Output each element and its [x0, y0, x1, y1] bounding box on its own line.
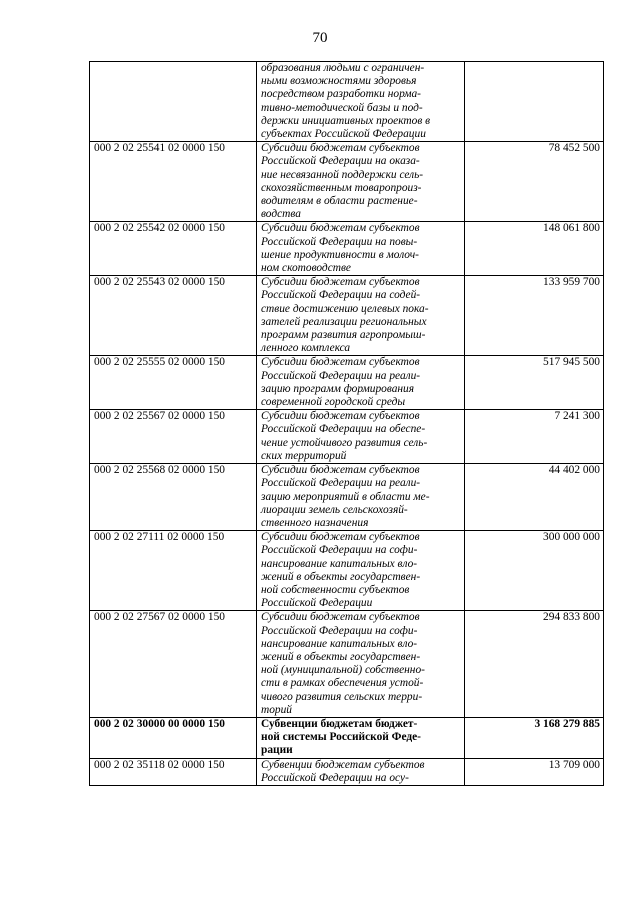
table-row: [90, 531, 604, 611]
amount-cell: 78 452 500: [465, 142, 604, 222]
revenue-name-line: ной (муниципальной) собственно-: [261, 664, 425, 677]
budget-table: [89, 61, 604, 786]
revenue-name-line: ствие достижению целевых пока-: [261, 302, 429, 315]
revenue-name-cell: [257, 717, 465, 758]
table-row: [90, 410, 604, 464]
table-row: [90, 356, 604, 410]
table-row: [90, 758, 604, 785]
revenue-name-line: Субсидии бюджетам субъектов: [261, 222, 420, 235]
revenue-name-line: лиорации земель сельскохозяй-: [261, 503, 408, 516]
revenue-name-line: посредством разработки норма-: [261, 88, 421, 101]
revenue-name-line: рации: [261, 744, 293, 757]
revenue-name-line: торий: [261, 703, 293, 716]
revenue-name-line: Российской Федерации на софи-: [261, 544, 418, 557]
revenue-name-line: скохозяйственным товаропроиз-: [261, 181, 422, 194]
revenue-name-line: Российской Федерации на обеспе-: [261, 423, 426, 436]
amount-cell: 44 402 000: [465, 464, 604, 531]
amount-cell: 294 833 800: [465, 611, 604, 718]
table-row: [90, 222, 604, 276]
revenue-name-line: Российской Федерации на содей-: [261, 289, 421, 302]
revenue-name-line: Российской Федерации на реали-: [261, 369, 421, 382]
revenue-name-line: Субсидии бюджетам субъектов: [261, 356, 420, 369]
revenue-name-line: Российской Федерации на реали-: [261, 477, 421, 490]
amount-cell: 133 959 700: [465, 276, 604, 356]
amount-cell: 300 000 000: [465, 531, 604, 611]
revenue-name-cell: [257, 464, 465, 531]
budget-code-cell: [90, 62, 257, 142]
revenue-name-line: жений в объекты государствен-: [261, 650, 421, 663]
revenue-name-line: ными возможностями здоровья: [261, 75, 417, 88]
budget-code-cell: 000 2 02 25541 02 0000 150: [90, 142, 257, 222]
revenue-name-line: ной собственности субъектов: [261, 583, 410, 596]
amount-cell: 517 945 500: [465, 356, 604, 410]
revenue-name-line: ственного назначения: [261, 516, 369, 529]
revenue-name-line: Российской Федерации на оказа-: [261, 155, 420, 168]
budget-code-cell: 000 2 02 35118 02 0000 150: [90, 758, 257, 785]
amount-cell: 7 241 300: [465, 410, 604, 464]
revenue-name-line: жений в объекты государствен-: [261, 570, 421, 583]
amount-cell: 13 709 000: [465, 758, 604, 785]
amount-cell: 3 168 279 885: [465, 717, 604, 758]
revenue-name-line: образования людьми с ограничен-: [261, 62, 425, 74]
budget-code-cell: 000 2 02 25543 02 0000 150: [90, 276, 257, 356]
revenue-name-line: Субсидии бюджетам субъектов: [261, 276, 420, 289]
revenue-name-cell: [257, 276, 465, 356]
revenue-name-line: тивно-методической базы и под-: [261, 101, 423, 114]
revenue-name-line: Субсидии бюджетам субъектов: [261, 531, 420, 544]
revenue-name-line: нансирование капитальных вло-: [261, 637, 418, 650]
revenue-name-cell: [257, 611, 465, 718]
budget-code-cell: 000 2 02 27567 02 0000 150: [90, 611, 257, 718]
revenue-name-line: водства: [261, 208, 301, 221]
revenue-name-cell: [257, 62, 465, 142]
revenue-name-line: шение продуктивности в молоч-: [261, 248, 419, 261]
revenue-name-cell: [257, 410, 465, 464]
revenue-name-line: чение устойчивого развития сель-: [261, 436, 428, 449]
budget-code-cell: 000 2 02 25568 02 0000 150: [90, 464, 257, 531]
revenue-name-line: сти в рамках обеспечения устой-: [261, 677, 424, 690]
budget-code-cell: 000 2 02 25555 02 0000 150: [90, 356, 257, 410]
revenue-name-line: Субвенции бюджетам бюджет-: [261, 717, 418, 730]
revenue-name-cell: [257, 142, 465, 222]
revenue-name-line: Субсидии бюджетам субъектов: [261, 464, 420, 477]
table-row: [90, 142, 604, 222]
budget-code-cell: 000 2 02 27111 02 0000 150: [90, 531, 257, 611]
budget-table-body: [90, 62, 604, 786]
budget-code-cell: 000 2 02 30000 00 0000 150: [90, 717, 257, 758]
revenue-name-line: ских территорий: [261, 449, 347, 462]
revenue-name-cell: [257, 356, 465, 410]
table-row: [90, 464, 604, 531]
budget-code-cell: 000 2 02 25542 02 0000 150: [90, 222, 257, 276]
revenue-name-cell: [257, 531, 465, 611]
revenue-name-line: Российской Федерации: [261, 597, 373, 610]
revenue-name-line: зателей реализации региональных: [261, 315, 427, 328]
table-row: [90, 276, 604, 356]
revenue-name-line: Российской Федерации на осу-: [261, 771, 409, 784]
revenue-name-line: программ развития агропромыш-: [261, 329, 426, 342]
revenue-name-line: чивого развития сельских терри-: [261, 690, 423, 703]
revenue-name-line: зацию программ формирования: [261, 382, 415, 395]
budget-code-cell: 000 2 02 25567 02 0000 150: [90, 410, 257, 464]
revenue-name-line: ной системы Российской Феде-: [261, 731, 421, 744]
table-row: [90, 717, 604, 758]
revenue-name-line: держки инициативных проектов в: [261, 114, 431, 127]
revenue-name-cell: [257, 222, 465, 276]
table-row: [90, 62, 604, 142]
revenue-name-line: субъектах Российской Федерации: [261, 128, 426, 141]
revenue-name-line: современной городской среды: [261, 396, 406, 409]
revenue-name-line: нансирование капитальных вло-: [261, 557, 418, 570]
revenue-name-line: ленного комплекса: [261, 342, 351, 355]
revenue-name-line: Субсидии бюджетам субъектов: [261, 611, 420, 624]
revenue-name-line: Субвенции бюджетам субъектов: [261, 758, 425, 771]
revenue-name-cell: [257, 758, 465, 785]
revenue-name-line: Российской Федерации на повы-: [261, 235, 418, 248]
revenue-name-line: Субсидии бюджетам субъектов: [261, 410, 420, 423]
revenue-name-line: ние несвязанной поддержки сель-: [261, 168, 424, 181]
revenue-name-line: ном скотоводстве: [261, 262, 351, 275]
revenue-name-line: Субсидии бюджетам субъектов: [261, 142, 420, 155]
revenue-name-line: Российской Федерации на софи-: [261, 624, 418, 637]
table-row: [90, 611, 604, 718]
amount-cell: 148 061 800: [465, 222, 604, 276]
revenue-name-line: водителям в области растение-: [261, 195, 418, 208]
amount-cell: [465, 62, 604, 142]
page-number: 70: [312, 30, 328, 46]
revenue-name-line: зацию мероприятий в области ме-: [261, 490, 430, 503]
